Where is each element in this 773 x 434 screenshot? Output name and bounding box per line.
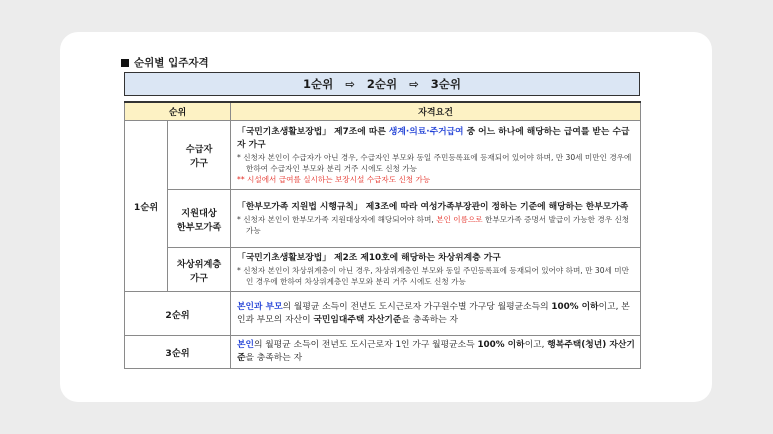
rank1-cell: 1순위 [125,121,168,292]
rank3-requirements [231,336,641,369]
rank3-text: 본인의 월평균 소득이 전년도 도시근로자 1인 가구 월평균소득 100% 이하이고, 행복주택(청년) 자산기준을 충족하는 자 [237,340,635,363]
priority-order-bar [124,72,640,96]
rank2-cell: 2순위 [125,292,231,336]
rank2-text: 본인과 부모의 월평균 소득이 전년도 도시근로자 가구원수별 가구당 월평균소득의 100% 이하이고, 본인과 부모의 자산이 국민임대주택 자산기준을 충족하는 자 [237,301,630,325]
recipient-main-text: 「국민기초생활보장법」 제7조에 따른 생계·의료·주거급여 중 어느 하나에 해당하는 급여를 받는 수급자 가구 [237,126,630,150]
priority-first: 1순위 [303,77,334,91]
arrow-right-icon: ⇨ [409,77,419,91]
header-rank: 순위 [125,102,231,121]
single-parent-note: * 신청자 본인이 한부모가족 지원대상자에 해당되어야 하며, 본인 이름으로 한부모가족 증명서 발급이 가능한 경우 신청 가능 [237,215,630,235]
rank3-cell: 3순위 [125,336,231,369]
section-title-text: 순위별 입주자격 [134,57,209,69]
near-poor-note: * 신청자 본인이 차상위계층이 아닌 경우, 차상위계층인 부모와 동일 주민등록표에 등재되어 있어야 하며, 만 30세 미만인 경우에 한하여 차상위계층인 부모와 분리 거주 시에도 신청 가능 [237,266,629,286]
near-poor-main-text: 「국민기초생활보장법」 제2조 제10호에 해당하는 차상위계층 가구 [237,253,501,263]
recipient-label: 수급자 가구 [168,121,231,190]
single-parent-requirements [231,190,641,248]
priority-third: 3순위 [430,77,461,91]
qualification-table [124,101,641,369]
recipient-note: * 신청자 본인이 수급자가 아닌 경우, 수급자인 부모와 동일 주민등록표에 등재되어 있어야 하며, 만 30세 미만인 경우에 한하여 수급자인 부모와 분리 거주 시에도 신청 가능 [237,152,632,173]
near-poor-label: 차상위계층 가구 [168,248,231,292]
single-parent-main-text: 「한부모가족 지원법 시행규칙」 제3조에 따라 여성가족부장관이 정하는 기준에 해당하는 한부모가족 [237,202,629,212]
square-bullet-icon [121,59,129,67]
near-poor-requirements [231,248,641,292]
recipient-note-facility: ** 시설에서 급여를 실시하는 보장시설 수급자도 신청 가능 [237,174,431,184]
header-requirements: 자격요건 [231,102,641,121]
section-title [121,55,209,70]
single-parent-label: 지원대상 한부모가족 [168,190,231,248]
priority-second: 2순위 [366,77,398,91]
recipient-requirements [231,121,641,190]
rank2-requirements [231,292,641,336]
arrow-right-icon: ⇨ [345,77,355,91]
